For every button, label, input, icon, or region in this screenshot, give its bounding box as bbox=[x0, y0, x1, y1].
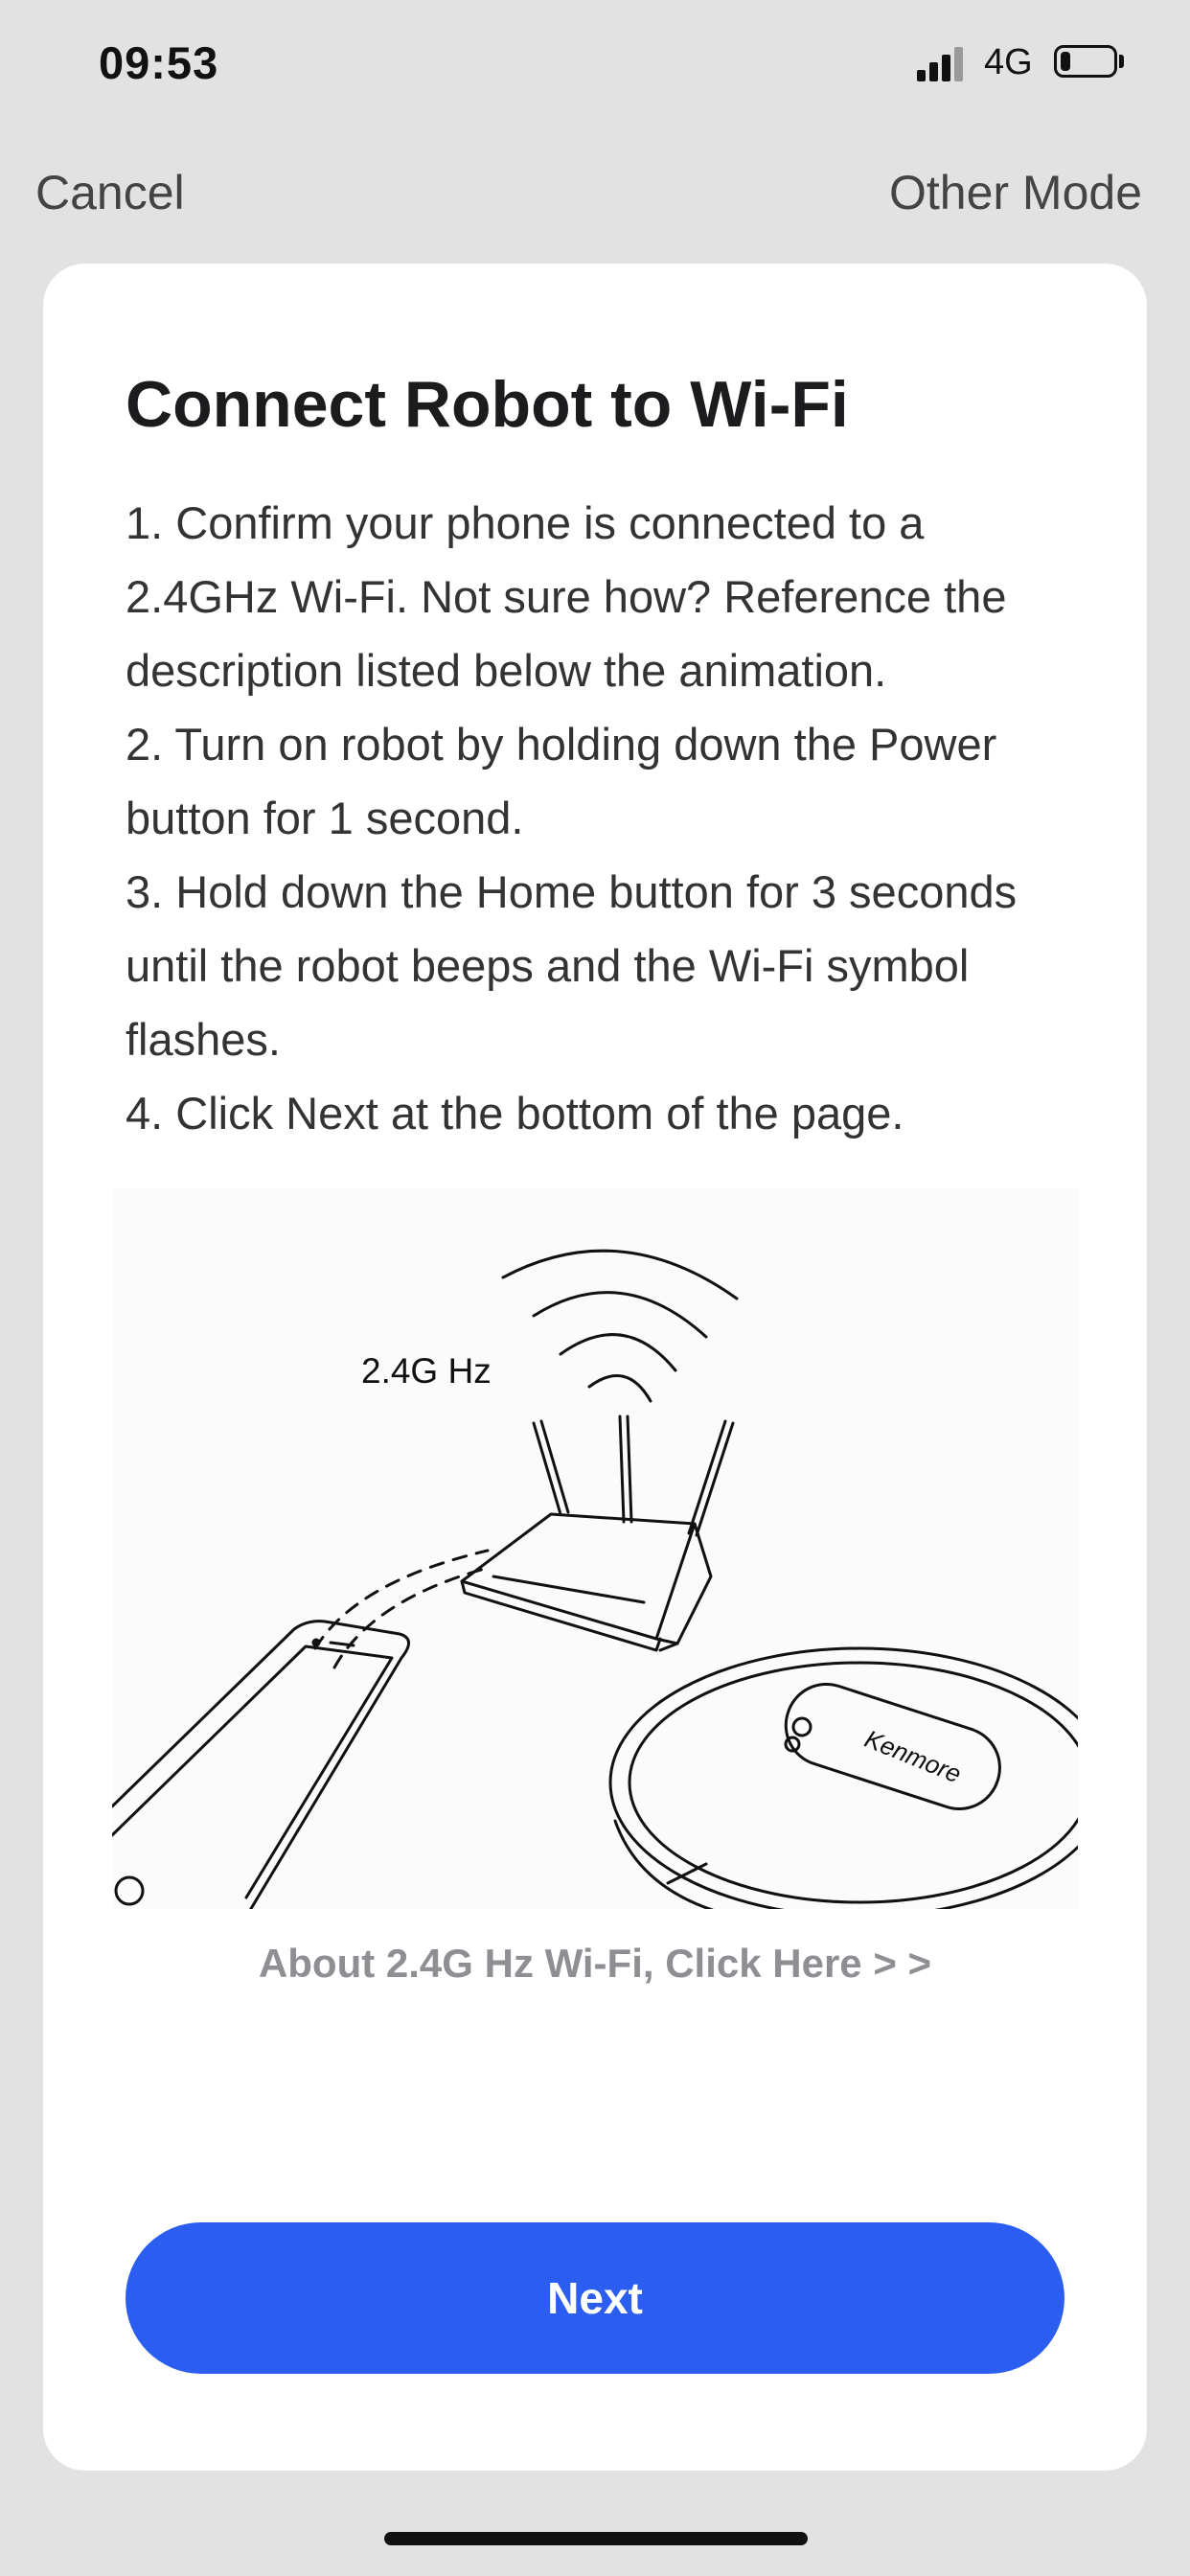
router-icon bbox=[462, 1416, 733, 1650]
instruction-line: 2.4GHz Wi-Fi. Not sure how? Reference the bbox=[126, 571, 1007, 622]
battery-fill bbox=[1061, 52, 1070, 71]
other-mode-button[interactable]: Other Mode bbox=[888, 166, 1142, 219]
instruction-line: description listed below the animation. bbox=[126, 645, 887, 696]
robot-vacuum-icon bbox=[610, 1648, 1078, 1909]
network-type-label: 4G bbox=[984, 42, 1033, 82]
instruction-line: 3. Hold down the Home button for 3 seconds bbox=[126, 866, 1018, 917]
battery-icon bbox=[1054, 45, 1117, 78]
instruction-line: 2. Turn on robot by holding down the Power bbox=[126, 719, 997, 770]
illustration-drawing bbox=[112, 1188, 1078, 1909]
cancel-button[interactable]: Cancel bbox=[35, 166, 185, 219]
battery-cap bbox=[1119, 55, 1124, 68]
instruction-line: until the robot beeps and the Wi-Fi symbol bbox=[126, 940, 970, 991]
instruction-line: 1. Confirm your phone is connected to a bbox=[126, 497, 925, 548]
home-indicator[interactable] bbox=[384, 2532, 808, 2545]
instruction-line: flashes. bbox=[126, 1014, 281, 1065]
robot-brand-label: Kenmore bbox=[860, 1724, 966, 1789]
wifi-waves-icon bbox=[503, 1251, 737, 1401]
next-button[interactable]: Next bbox=[126, 2222, 1064, 2374]
band-label: 2.4G Hz bbox=[361, 1351, 492, 1391]
instruction-line: 4. Click Next at the bottom of the page. bbox=[126, 1088, 904, 1138]
status-bar bbox=[0, 0, 1190, 134]
instruction-card bbox=[43, 264, 1147, 2471]
wifi-setup-illustration bbox=[112, 1188, 1078, 1909]
status-time: 09:53 bbox=[99, 37, 219, 88]
about-wifi-link[interactable]: About 2.4G Hz Wi-Fi, Click Here > > bbox=[258, 1941, 932, 1986]
instruction-line: button for 1 second. bbox=[126, 793, 524, 843]
phone-icon bbox=[112, 1622, 409, 1909]
page-title: Connect Robot to Wi-Fi bbox=[126, 368, 849, 441]
instruction-steps bbox=[126, 486, 1084, 1150]
cellular-signal-icon bbox=[917, 47, 963, 81]
